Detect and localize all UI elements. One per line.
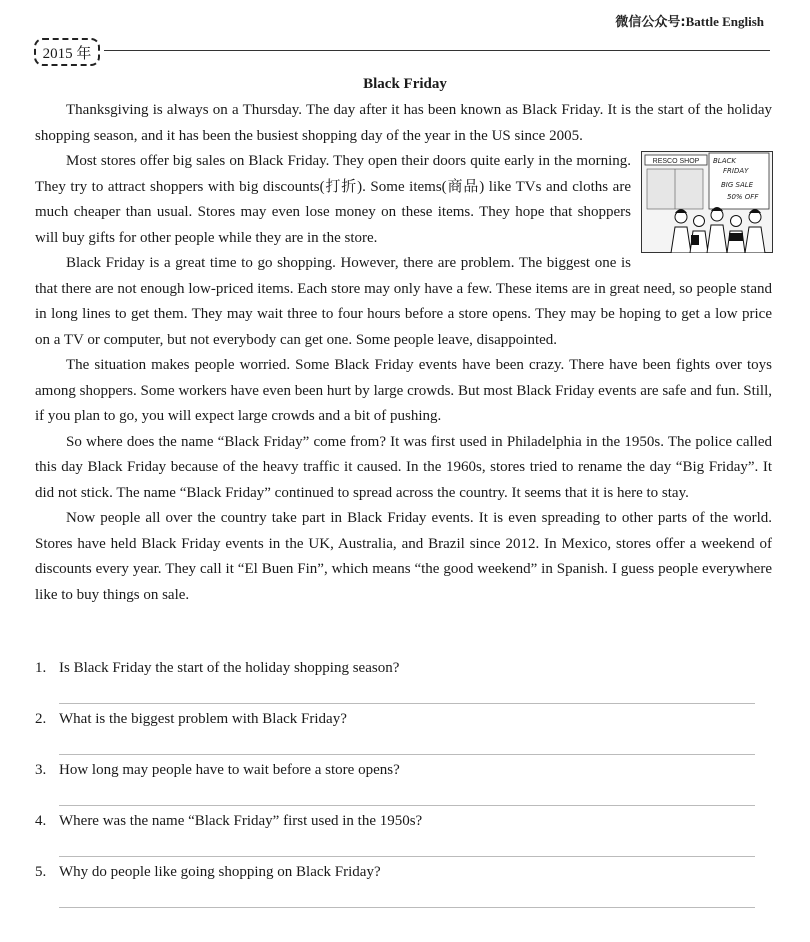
year-label: 2015 年: [42, 45, 92, 62]
paragraph-6: Now people all over the country take part in Black Friday events. It is even spreading to other parts of the world. Stores have held Black Friday events in the UK, Australia, and Brazil since 2012. In Mexico, stores offer a weekend of discounts every year. They call it “El Buen Fin”, which means “the good weekend” in Spanish. I guess people everywhere like to buy things on sale.: [35, 510, 772, 603]
shop-sign-text: RESCO SHOP: [652, 158, 700, 165]
paragraph-4: The situation makes people worried. Some Black Friday events have been crazy. There have been fights over toys among shoppers. Some workers have even been hurt by large crowds. But most Black Friday events are safe and fun. Still, if you plan to go, you will expect large crowds and a bit of pushing.: [35, 357, 772, 424]
paragraph-2-text: Most stores offer big sales on Black Friday. They open their doors quite early in the morning. They try to attract shoppers with big discounts(打折). Some items(商品) like TVs and cloths are much cheaper than usual. Stores may even lose money on these items. They hope that shoppers will buy gifts for other people while they are in the store.: [35, 153, 631, 246]
black-friday-illustration: [641, 151, 773, 253]
question-number: 1.: [35, 660, 47, 676]
question-item: [35, 811, 755, 862]
question-text: Where was the name “Black Friday” first used in the 1950s?: [59, 813, 423, 829]
question-number: 2.: [35, 711, 47, 727]
window-text-2: FRIDAY: [723, 167, 749, 175]
answer-line[interactable]: [59, 805, 755, 806]
question-list: [35, 658, 755, 913]
wechat-account-label: [615, 11, 764, 30]
paragraph-1: Thanksgiving is always on a Thursday. The day after it has been known as Black Friday. It is the start of the holiday shopping season, and it has been the busiest shopping day of the year in the US since 2005.: [35, 102, 772, 144]
question-text: How long may people have to wait before a store opens?: [59, 762, 400, 778]
article-body: [35, 98, 772, 608]
article-title: Black Friday: [363, 76, 447, 92]
window-text-1: BLACK: [713, 157, 736, 165]
answer-line[interactable]: [59, 754, 755, 755]
window-text-3: BIG SALE: [721, 181, 754, 189]
question-item: [35, 760, 755, 811]
question-number: 5.: [35, 864, 47, 880]
answer-line[interactable]: [59, 856, 755, 857]
window-text-4: 50% OFF: [727, 193, 759, 201]
question-item: [35, 709, 755, 760]
answer-line[interactable]: [59, 703, 755, 704]
question-number: 3.: [35, 762, 47, 778]
year-badge: [34, 38, 100, 66]
paragraph-3: Black Friday is a great time to go shopping. However, there are problem. The biggest one is that there are not enough low-priced items. Each store may only have a few. These items are in great need, so people stand in long lines to get them. They may wait three to four hours before a store opens. They may be hoping to get a low price on a TV or computer, but not everybody can get one. Some people leave, disappointed.: [35, 255, 772, 348]
question-text: What is the biggest problem with Black Friday?: [59, 711, 347, 727]
account-name: Battle English: [685, 14, 764, 29]
paragraph-5: So where does the name “Black Friday” come from? It was first used in Philadelphia in the 1950s. The police called this day Black Friday because of the heavy traffic it caused. In the 1960s, stores tried to rename the day “Big Friday”. It did not stick. The name “Black Friday” continued to spread across the country. It seems that it is here to stay.: [35, 433, 772, 501]
header-divider: [104, 50, 770, 51]
question-text: Why do people like going shopping on Black Friday?: [59, 864, 381, 880]
paragraph-2: [35, 149, 772, 251]
question-item: [35, 658, 755, 709]
question-text: Is Black Friday the start of the holiday shopping season?: [59, 660, 400, 676]
question-number: 4.: [35, 813, 47, 829]
question-item: [35, 862, 755, 913]
account-label: 微信公众号:: [615, 15, 686, 30]
answer-line[interactable]: [59, 907, 755, 908]
